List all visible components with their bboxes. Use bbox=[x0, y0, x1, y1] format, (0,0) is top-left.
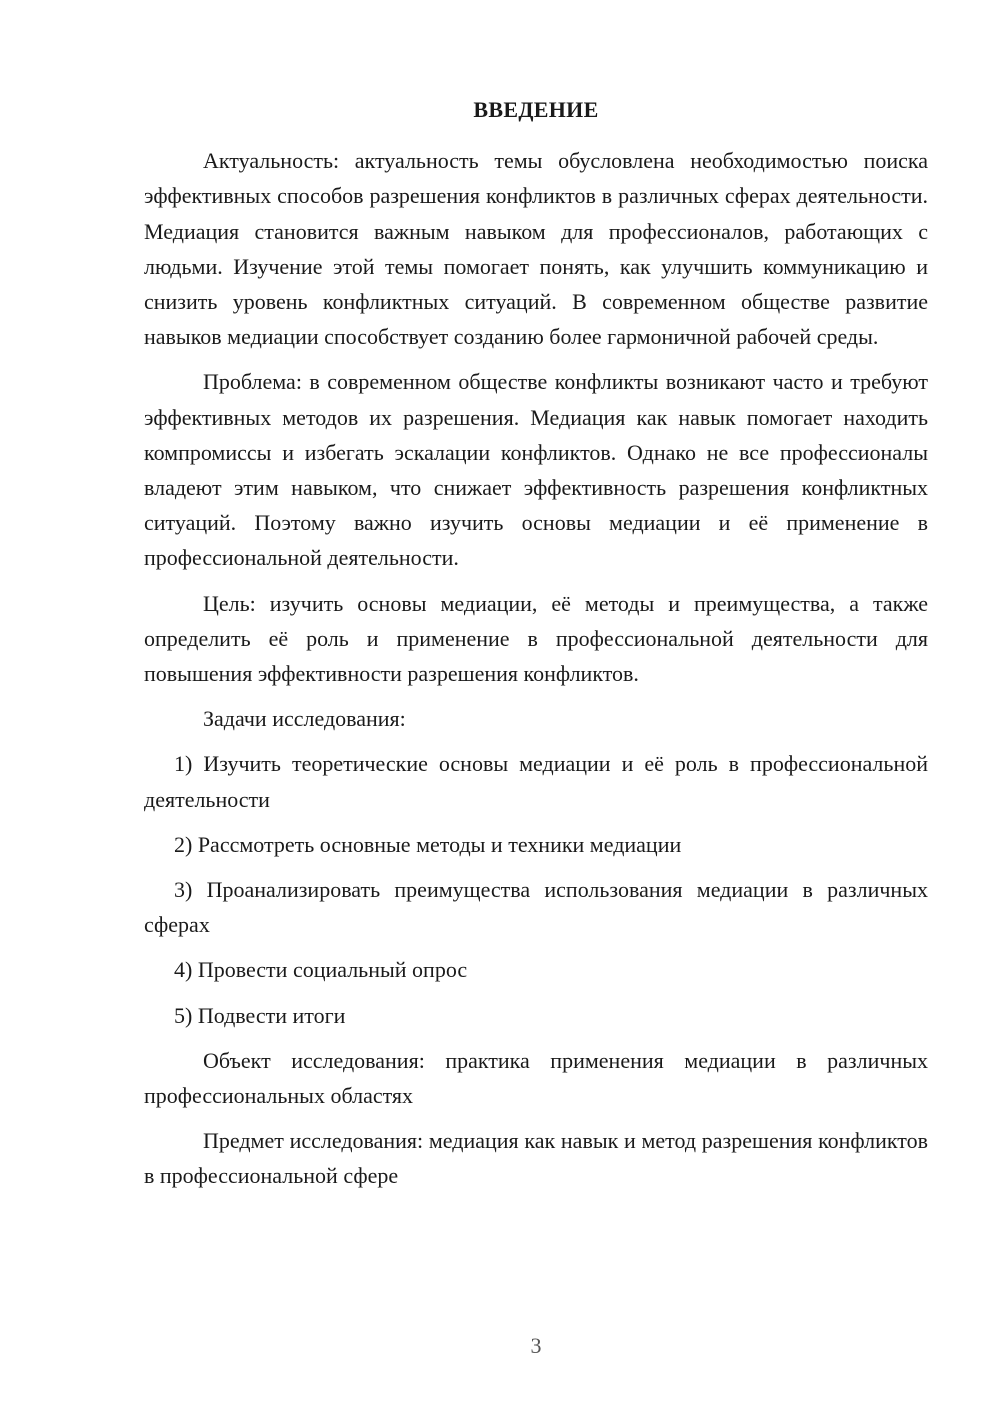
relevance-paragraph: Актуальность: актуальность темы обусловлена необходимостью поиска эффективных способов разрешения конфликтов в различных сферах деятельности. Медиация становится важным навыком для профессионалов, работающих с людьми. Изучение этой темы помогает понять, как улучшить коммуникацию и снизить уровень конфликтных ситуаций. В современном обществе развитие навыков медиации способствует созданию более гармоничной рабочей среды. bbox=[144, 148, 928, 350]
document-page bbox=[144, 92, 928, 1204]
task-item-5: 5) Подвести итоги bbox=[174, 1002, 346, 1028]
task-item-2: 2) Рассмотреть основные методы и техники медиации bbox=[174, 831, 682, 857]
tasks-intro: Задачи исследования: bbox=[203, 706, 406, 732]
task-item-4: 4) Провести социальный опрос bbox=[174, 957, 468, 983]
task-item-1: 1) Изучить теоретические основы медиации и её роль в профессиональной деятельности bbox=[144, 751, 928, 812]
subject-paragraph: Предмет исследования: медиация как навык и метод разрешения конфликтов в профессиональной сфере bbox=[144, 1128, 928, 1189]
object-paragraph: Объект исследования: практика применения медиации в различных профессиональных областях bbox=[144, 1047, 928, 1109]
section-heading: ВВЕДЕНИЕ bbox=[473, 97, 599, 122]
task-item-3: 3) Проанализировать преимущества использования медиации в различных сферах bbox=[144, 877, 928, 938]
goal-paragraph: Цель: изучить основы медиации, её методы и преимущества, а также определить её роль и применение в профессиональной деятельности для повышения эффективности разрешения конфликтов. bbox=[144, 590, 928, 687]
page-number: 3 bbox=[530, 1333, 542, 1358]
problem-paragraph: Проблема: в современном обществе конфликты возникают часто и требуют эффективных методов их разрешения. Медиация как навык помогает находить компромиссы и избегать эскалации конфликтов. Однако не все профессионалы владеют этим навыком, что снижает эффективность разрешения конфликтных ситуаций. Поэтому важно изучить основы медиации и её применение в профессиональной деятельности. bbox=[144, 369, 928, 571]
